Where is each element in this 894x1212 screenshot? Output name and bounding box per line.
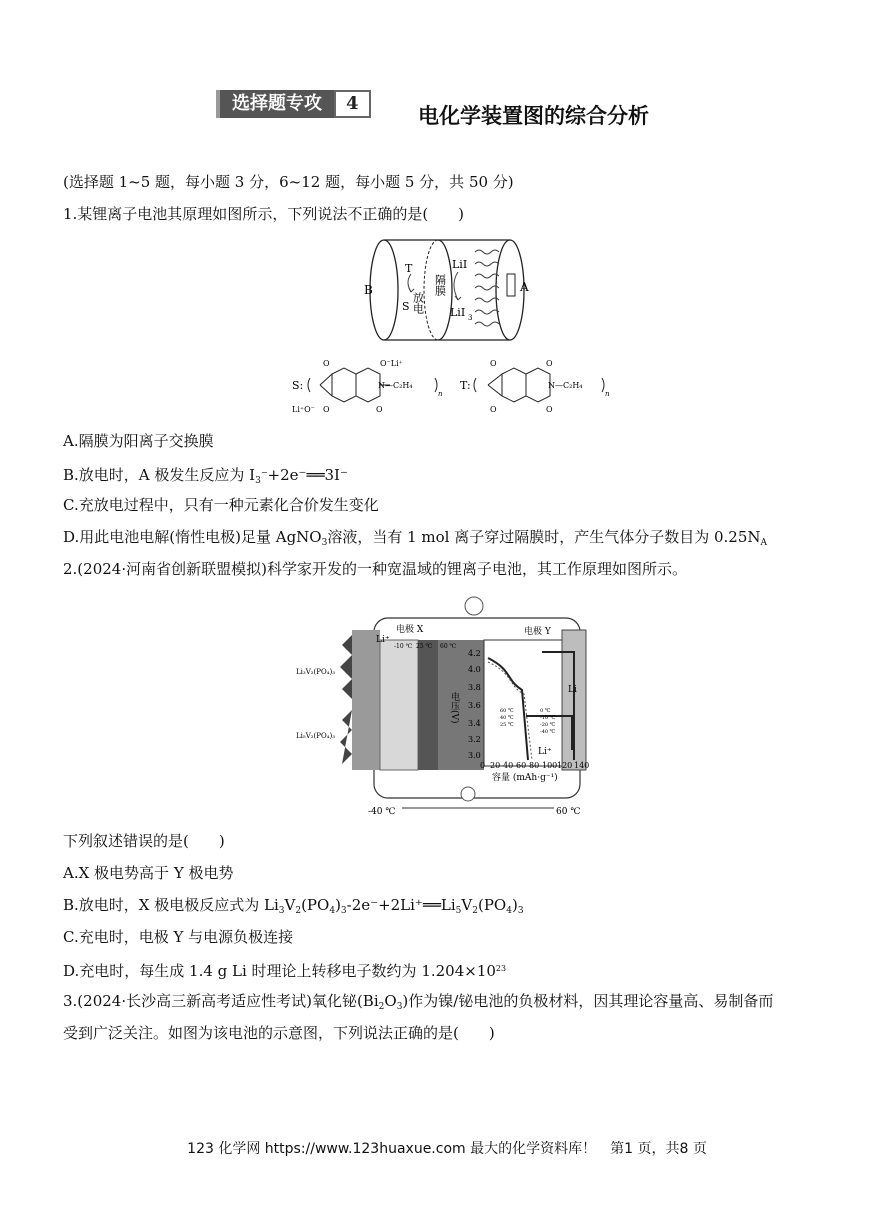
q2-battery-figure bbox=[292, 590, 612, 820]
svg-text:N—C₂H₄: N—C₂H₄ bbox=[548, 381, 583, 390]
compound-top: Li₃V₂(PO₄)₃ bbox=[296, 668, 336, 676]
q1-option-c: C.充放电过程中，只有一种元素化合价发生变化 bbox=[63, 496, 379, 514]
label-lii3-sub: 3 bbox=[468, 314, 473, 322]
li-plus-top: Li⁺ bbox=[376, 635, 390, 645]
label-s: S bbox=[402, 300, 410, 313]
y-tick-42: 4.2 bbox=[468, 649, 481, 658]
badge-label: 选择题专攻 bbox=[216, 90, 334, 118]
q2-option-c: C.充电时，电极 Y 与电源负极连接 bbox=[63, 928, 294, 946]
page-title: 电化学装置图的综合分析 bbox=[418, 104, 649, 128]
legend-m20: -20 ℃ bbox=[540, 722, 556, 728]
q1-stem: 1.某锂离子电池其原理如图所示，下列说法不正确的是( ) bbox=[63, 205, 465, 223]
section-badge bbox=[216, 90, 371, 118]
svg-text:O: O bbox=[490, 405, 497, 414]
label-lii3: LiI bbox=[450, 306, 466, 319]
li-label: Li bbox=[568, 685, 577, 695]
x-tick-140: 140 bbox=[574, 761, 590, 770]
q1-structures-figure bbox=[290, 354, 620, 416]
q2-option-d: D.充电时，每生成 1.4 g Li 时理论上转移电子数约为 $1.204\times 10^{23}$ bbox=[63, 962, 507, 980]
y-tick-36: 3.6 bbox=[468, 701, 481, 710]
svg-text:O: O bbox=[546, 359, 553, 368]
q1-option-b: B.放电时，A 极发生反应为 $I_3^-+2e^-══3I^-$ bbox=[63, 466, 348, 486]
temp-2: 25 ℃ bbox=[416, 643, 433, 650]
s-li-bottom: Li⁺O⁻ bbox=[292, 405, 315, 414]
label-membrane: 隔膜 bbox=[433, 274, 447, 296]
x-tick-40: 40 bbox=[503, 761, 514, 770]
legend-m10: -10 ℃ bbox=[540, 715, 556, 721]
x-tick-120: 120 bbox=[557, 761, 573, 770]
q2-follow: 下列叙述错误的是( ) bbox=[63, 832, 225, 850]
q2-option-a: A.X 极电势高于 Y 极电势 bbox=[63, 864, 234, 882]
temp-1: -10 ℃ bbox=[394, 643, 413, 650]
x-tick-80: 80 bbox=[529, 761, 540, 770]
temp-3: 60 ℃ bbox=[440, 643, 457, 650]
intro-text: (选择题 1~5 题，每小题 3 分，6~12 题，每小题 5 分，共 50 分) bbox=[63, 173, 514, 191]
x-tick-100: 100 bbox=[542, 761, 558, 770]
label-a: A bbox=[520, 280, 529, 294]
legend-0: 0 ℃ bbox=[540, 708, 551, 714]
range-right: 60 ℃ bbox=[556, 807, 581, 817]
badge-number: 4 bbox=[334, 90, 371, 118]
li-plus-bottom: Li⁺ bbox=[538, 747, 552, 757]
svg-text:O: O bbox=[376, 405, 383, 414]
svg-text:O: O bbox=[323, 359, 330, 368]
label-t: T bbox=[405, 262, 413, 275]
page-footer: 123 化学网 https://www.123huaxue.com 最大的化学资料库！ 第1 页，共8 页 bbox=[187, 1141, 707, 1157]
q2-stem: 2.(2024·河南省创新联盟模拟)科学家开发的一种宽温域的锂离子电池，其工作原理如图所示。 bbox=[63, 560, 687, 578]
svg-text:n: n bbox=[605, 390, 610, 398]
struct-t-label: T: bbox=[460, 379, 471, 392]
electrode-x: 电极 X bbox=[396, 625, 424, 635]
y-tick-30: 3.0 bbox=[468, 751, 481, 760]
q1-option-a: A.隔膜为阳离子交换膜 bbox=[63, 432, 214, 450]
electrode-y: 电极 Y bbox=[524, 627, 551, 637]
legend-m40: -40 ℃ bbox=[540, 729, 556, 735]
label-discharge: 放电 bbox=[411, 292, 425, 314]
y-tick-38: 3.8 bbox=[468, 683, 481, 692]
svg-text:O: O bbox=[546, 405, 553, 414]
compound-bottom: Li₅V₂(PO₄)₃ bbox=[296, 732, 336, 740]
x-tick-60: 60 bbox=[516, 761, 527, 770]
s-n: n bbox=[438, 390, 443, 398]
x-tick-20: 20 bbox=[490, 761, 501, 770]
s-li-top: O⁻Li⁺ bbox=[380, 359, 403, 368]
x-axis-label: 容量 (mAh·g⁻¹) bbox=[492, 773, 558, 783]
y-tick-32: 3.2 bbox=[468, 735, 481, 744]
range-left: -40 ℃ bbox=[368, 807, 396, 817]
svg-text:O: O bbox=[323, 405, 330, 414]
q2-option-b: B.放电时，X 极电极反应式为 $Li_3V_2(PO_4)_3-2e^-+2Li^+══Li_5V_2(PO_4)_3$ bbox=[63, 896, 524, 916]
x-tick-0: 0 bbox=[480, 761, 486, 770]
struct-s-label: S: bbox=[292, 379, 304, 392]
s-chain: N—C₂H₄ bbox=[378, 381, 413, 390]
q1-battery-figure bbox=[360, 234, 530, 346]
y-tick-40: 4.0 bbox=[468, 665, 481, 674]
q3-line1: 3.(2024·长沙高三新高考适应性考试)氧化铋$(Bi_2O_3)$作为镍/铋电池的负极材料，因其理论容量高、易制备而 bbox=[63, 992, 774, 1012]
svg-text:O: O bbox=[490, 359, 497, 368]
legend-60: 60 ℃ bbox=[500, 708, 514, 714]
label-b: B bbox=[364, 283, 373, 297]
legend-40: 40 ℃ bbox=[500, 715, 514, 721]
y-tick-34: 3.4 bbox=[468, 719, 481, 728]
q1-option-d: D.用此电池电解(惰性电极)足量 AgNO$_3$溶液，当有 1 mol 离子穿过隔膜时，产生气体分子数目为 $0.25N_A$ bbox=[63, 528, 768, 548]
y-axis-label: 电压(V) bbox=[449, 692, 459, 724]
legend-25: 25 ℃ bbox=[500, 722, 514, 728]
q3-line2: 受到广泛关注。如图为该电池的示意图，下列说法正确的是( ) bbox=[63, 1024, 495, 1042]
label-lii: LiI bbox=[452, 258, 468, 271]
